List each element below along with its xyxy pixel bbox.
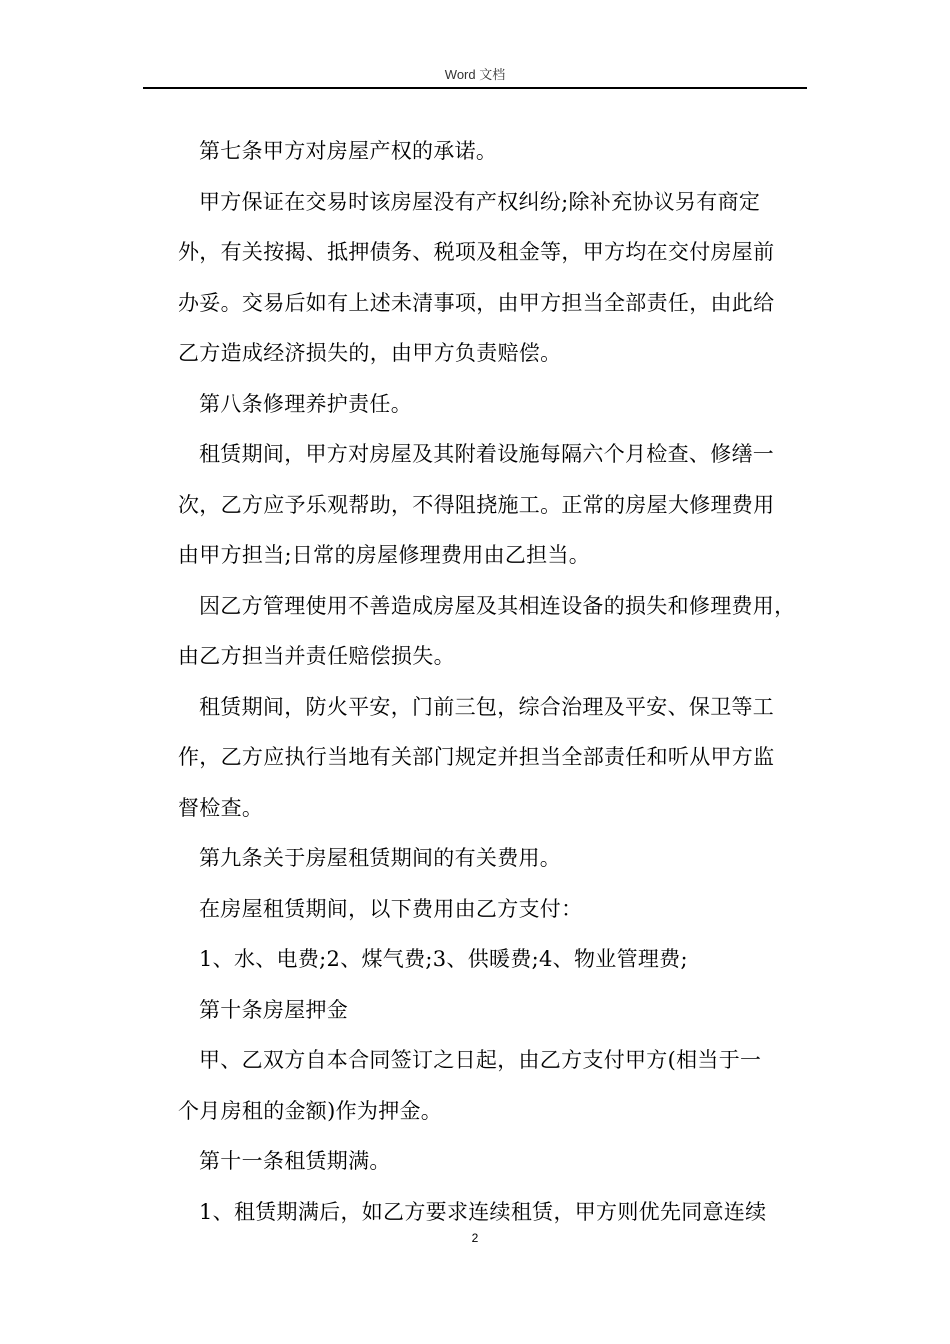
document-body <box>178 126 810 1237</box>
page-header: Word 文档 <box>444 67 506 82</box>
paragraph-line: 甲、乙双方自本合同签订之日起，由乙方支付甲方(相当于一 <box>199 1048 762 1072</box>
paragraph-line: 次，乙方应予乐观帮助，不得阻挠施工。正常的房屋大修理费用 <box>178 492 775 517</box>
paragraph-line: 租赁期间，防火平安，门前三包，综合治理及平安、保卫等工 <box>199 694 775 719</box>
paragraph-line: 办妥。交易后如有上述未清事项，由甲方担当全部责任，由此给 <box>178 290 775 315</box>
paragraph-line: 由甲方担当;日常的房屋修理费用由乙担当。 <box>178 543 591 567</box>
paragraph-article-10-title: 第十条房屋押金 <box>199 997 349 1022</box>
paragraph-article-7-title: 第七条甲方对房屋产权的承诺。 <box>199 139 498 163</box>
paragraph-article-9-title: 第九条关于房屋租赁期间的有关费用。 <box>199 846 562 870</box>
paragraph-line: 督检查。 <box>178 795 264 820</box>
paragraph-article-11-title: 第十一条租赁期满。 <box>199 1149 391 1173</box>
paragraph-line: 作，乙方应执行当地有关部门规定并担当全部责任和听从甲方监 <box>178 745 775 769</box>
paragraph-line: 个月房租的金额)作为押金。 <box>178 1098 443 1123</box>
paragraph-line: 租赁期间，甲方对房屋及其附着设施每隔六个月检查、修缮一 <box>199 442 775 466</box>
paragraph-line: 因乙方管理使用不善造成房屋及其相连设备的损失和修理费用， <box>199 593 796 618</box>
paragraph-line: 外，有关按揭、抵押债务、税项及租金等，甲方均在交付房屋前 <box>178 240 775 264</box>
paragraph-article-8-title: 第八条修理养护责任。 <box>199 391 412 416</box>
paragraph-line: 甲方保证在交易时该房屋没有产权纠纷;除补充协议另有商定 <box>199 189 761 214</box>
paragraph-line: 1、租赁期满后，如乙方要求连续租赁，甲方则优先同意连续 <box>199 1199 767 1224</box>
page-number: 2 <box>471 1231 479 1245</box>
paragraph-line: 乙方造成经济损失的，由甲方负责赔偿。 <box>178 341 562 365</box>
paragraph-line: 1、水、电费;2、煤气费;3、供暖费;4、物业管理费; <box>199 947 688 971</box>
header-divider <box>143 87 807 89</box>
paragraph-line: 由乙方担当并责任赔偿损失。 <box>178 644 455 668</box>
paragraph-line: 在房屋租赁期间，以下费用由乙方支付： <box>199 896 583 921</box>
